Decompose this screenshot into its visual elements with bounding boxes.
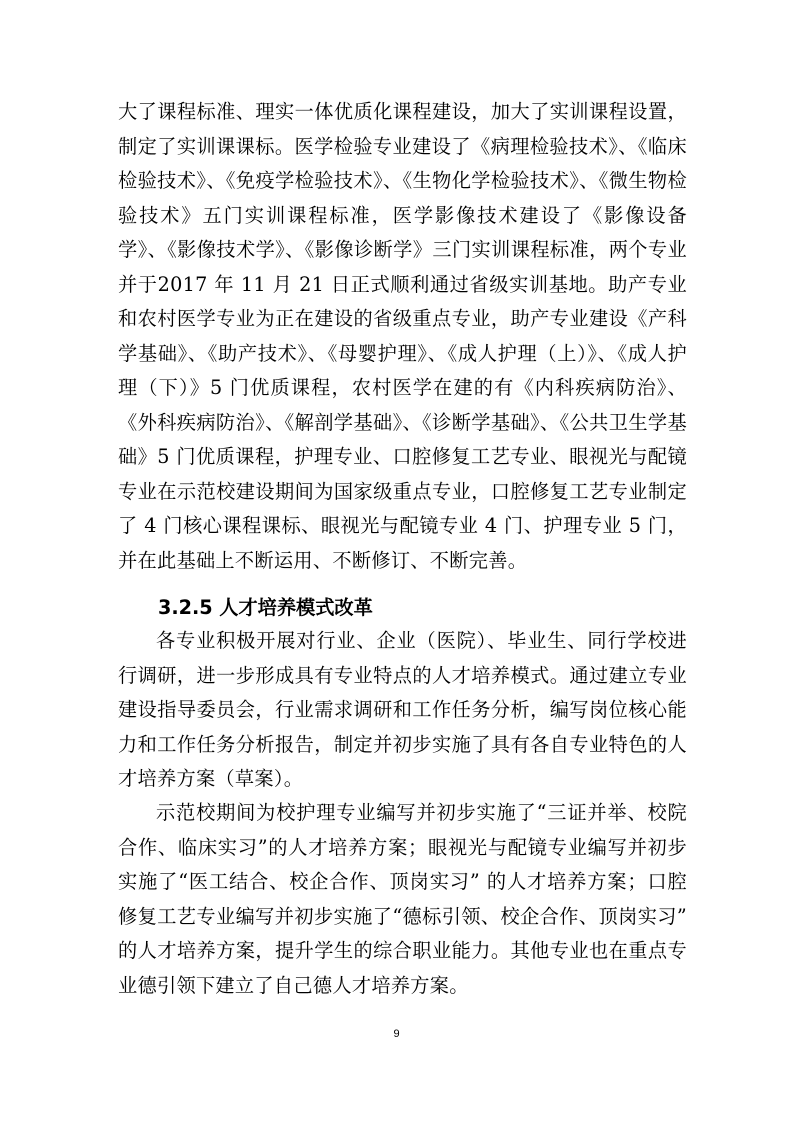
body-paragraph: 示范校期间为校护理专业编写并初步实施了“三证并举、校院合作、临床实习”的人才培养方案；眼视光与配镜专业编写并初步实施了“医工结合、校企合作、顶岗实习” 的人才培养方案；口腔修复工艺专业编写并初步实施了“德标引领、校企合作、顶岗实习” 的人才培养方案，提升学生的综合职业能力。其他专业也在重点专业德引领下建立了自己德人才培养方案。: [118, 801, 687, 997]
body-paragraph: 各专业积极开展对行业、企业（医院）、毕业生、同行学校进行调研，进一步形成具有专业特点的人才培养模式。通过建立专业建设指导委员会，行业需求调研和工作任务分析，编写岗位核心能力和工作任务分析报告，制定并初步实施了具有各自专业特色的人才培养方案（草案）。: [118, 629, 687, 790]
page-number: 9: [393, 1028, 400, 1040]
body-paragraph: 大了课程标准、理实一体优质化课程建设，加大了实训课程设置，制定了实训课课标。医学检验专业建设了《病理检验技术》、《临床检验技术》、《免疫学检验技术》、《生物化学检验技术》、《微生物检验技术》五门实训课程标准，医学影像技术建设了《影像设备学》、《影像技术学》、《影像诊断学》三门实训课程标准，两个专业并于2017 年 11 月 21 日正式顺利通过省级实训基地。助产专业和农村医学专业为正在建设的省级重点专业，助产专业建设《产科学基础》、《助产技术》、《母婴护理》、《成人护理（上）》、《成人护理（下）》5 门优质课程，农村医学在建的有《内科疾病防治》、《外科疾病防治》、《解剖学基础》、《诊断学基础》、《公共卫生学基础》5 门优质课程，护理专业、口腔修复工艺专业、眼视光与配镜专业在示范校建设期间为国家级重点专业，口腔修复工艺专业制定了 4 门核心课程课标、眼视光与配镜专业 4 门、护理专业 5 门，并在此基础上不断运用、不断修订、不断完善。: [118, 100, 687, 572]
section-heading: 3.2.5 人才培养模式改革: [158, 596, 373, 619]
